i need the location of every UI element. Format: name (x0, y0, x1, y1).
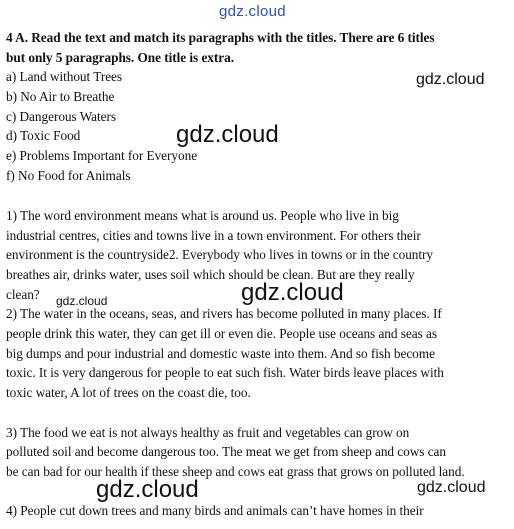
paragraph-3-line-1: 3) The food we eat is not always healthy as fruit and vegetables can grow on (6, 425, 410, 440)
paragraph-1-line-4: breathes air, drinks water, uses soil which should be clean. But are they really (6, 267, 415, 282)
paragraph-2-line-1: 2) The water in the oceans, seas, and rivers has become polluted in many places. If (6, 306, 442, 321)
watermark-bottom-right: gdz.cloud (417, 479, 486, 496)
task-heading-line-1: 4 A. Read the text and match its paragraphs with the titles. There are 6 titles (6, 30, 435, 45)
paragraph-1-line-3: environment is the countryside2. Everybody who lives in towns or in the country (6, 247, 434, 262)
title-item-b: b) No Air to Breathe (6, 89, 115, 104)
watermark-center-1: gdz.cloud (176, 121, 279, 148)
title-item-a: a) Land without Trees (6, 69, 123, 84)
paragraph-3-line-2: polluted soil and become dangerous too. The meat we get from sheep and cows can (6, 444, 447, 459)
paragraph-1-line-5: clean? (6, 287, 40, 302)
title-item-e: e) Problems Important for Everyone (6, 148, 198, 163)
paragraph-2-line-3: big dumps and pour industrial and domestic waste into them. And so fish become (6, 346, 435, 361)
task-heading-line-2: but only 5 paragraphs. One title is extra. (6, 50, 235, 65)
title-item-f: f) No Food for Animals (6, 168, 131, 183)
paragraph-2-line-5: toxic water, A lot of trees on the coast die, too. (6, 385, 251, 400)
watermark-bottom-left: gdz.cloud (96, 476, 199, 503)
title-item-c: c) Dangerous Waters (6, 109, 116, 124)
title-item-d: d) Toxic Food (6, 128, 81, 143)
paragraph-4-line-1: 4) People cut down trees and many birds and animals can’t have homes in their (6, 503, 424, 518)
watermark-center-2: gdz.cloud (241, 279, 344, 306)
paragraph-1-line-1: 1) The word environment means what is around us. People who live in big (6, 208, 399, 223)
watermark-right-1: gdz.cloud (416, 71, 485, 88)
paragraph-3-line-3: be can bad for our health if these sheep and cows eat grass that grows on polluted land. (6, 464, 465, 479)
watermark-small-left: gdz.cloud (56, 294, 108, 308)
paragraph-2-line-2: people drink this water, they can get ill or even die. People use oceans and seas as (6, 326, 437, 341)
paragraph-1-line-2: industrial centres, cities and towns live in a town environment. For others their (6, 228, 421, 243)
watermark-top: gdz.cloud (219, 3, 286, 20)
paragraph-2-line-4: toxic. It is very dangerous for people to eat such fish. Water birds leave places with (6, 365, 444, 380)
